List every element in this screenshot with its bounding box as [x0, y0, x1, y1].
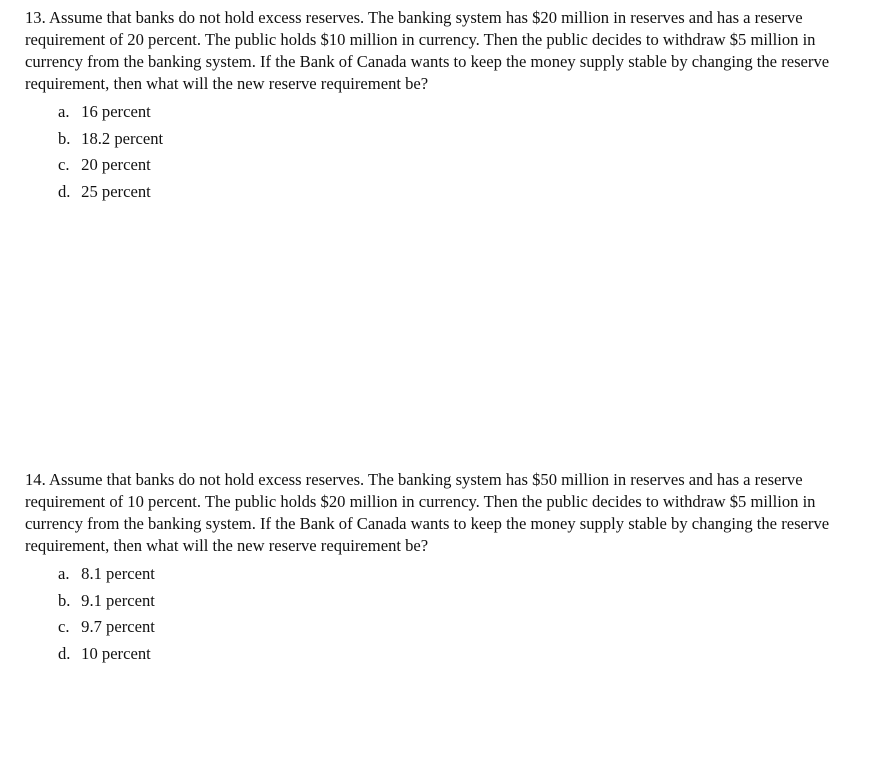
- option-letter: c.: [58, 155, 70, 174]
- option-text: 8.1 percent: [81, 564, 155, 583]
- option-13-c: [58, 152, 845, 179]
- option-13-d: [58, 179, 845, 206]
- question-14: [25, 469, 845, 667]
- question-14-options: [58, 561, 845, 667]
- option-14-c: [58, 614, 845, 641]
- option-text: 9.1 percent: [81, 590, 155, 610]
- option-letter: a.: [58, 102, 70, 121]
- option-13-b: [58, 126, 845, 153]
- option-letter: a.: [58, 564, 70, 583]
- option-letter: b.: [58, 590, 71, 610]
- option-14-b: [58, 588, 845, 615]
- option-text: 20 percent: [81, 155, 151, 174]
- option-text: 18.2 percent: [81, 128, 164, 148]
- option-letter: d.: [58, 181, 71, 201]
- question-13: [25, 7, 845, 205]
- option-text: 25 percent: [81, 181, 151, 201]
- option-letter: b.: [58, 128, 71, 148]
- option-text: 16 percent: [81, 102, 151, 121]
- option-text: 9.7 percent: [81, 617, 155, 636]
- option-letter: d.: [58, 643, 71, 663]
- option-13-a: [58, 99, 845, 126]
- option-14-a: [58, 561, 845, 588]
- question-13-stem: 13. Assume that banks do not hold excess reserves. The banking system has $20 million in reserves and has a reserve requirement of 20 percent. The public holds $10 million in currency. Then the public decides to withdraw $5 million in currency from the banking system. If the Bank of Canada wants to keep the money supply stable by changing the reserve requirement, then what will the new reserve requirement be?: [25, 8, 830, 93]
- question-13-options: [58, 99, 845, 205]
- option-text: 10 percent: [81, 643, 151, 663]
- option-14-d: [58, 641, 845, 668]
- option-letter: c.: [58, 617, 70, 636]
- question-14-stem: 14. Assume that banks do not hold excess reserves. The banking system has $50 million in reserves and has a reserve requirement of 10 percent. The public holds $20 million in currency. Then the public decides to withdraw $5 million in currency from the banking system. If the Bank of Canada wants to keep the money supply stable by changing the reserve requirement, then what will the new reserve requirement be?: [25, 470, 830, 555]
